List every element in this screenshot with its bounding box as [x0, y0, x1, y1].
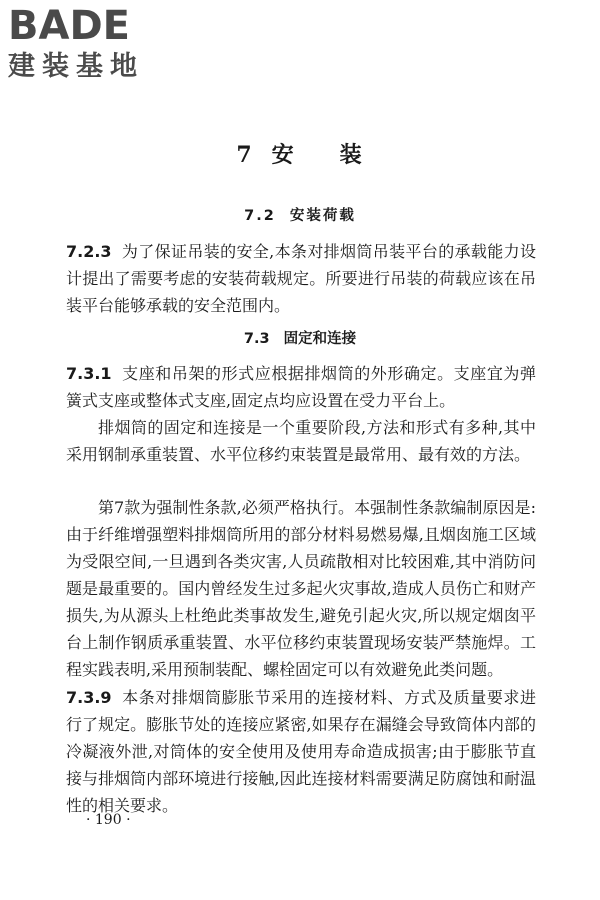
clause-number: 7.3.1 [66, 364, 112, 383]
clause-paragraph [66, 360, 536, 414]
clause-paragraph [66, 238, 536, 319]
chapter-title [0, 138, 600, 169]
body-paragraph [66, 414, 536, 468]
clause-paragraph [66, 684, 536, 819]
section-heading-7-3 [0, 327, 600, 348]
bade-logo [8, 4, 188, 84]
chapter-title-part2: 装 [339, 142, 364, 168]
logo-subtitle: 建装基地 [8, 51, 144, 82]
section-number: 7.2 [244, 208, 276, 224]
clause-number: 7.2.3 [66, 242, 112, 261]
logo-wordmark: BADE [8, 3, 130, 49]
section-title: 安装荷载 [289, 208, 356, 224]
page-number: · 190 · [86, 812, 131, 828]
section-heading-7-2 [0, 204, 600, 225]
paragraph-text: 排烟筒的固定和连接是一个重要阶段,方法和形式有多种,其中采用钢制承重装置、水平位移约束装置是最常用、最有效的方法。 [66, 418, 536, 464]
clause-text: 本条对排烟筒膨胀节采用的连接材料、方式及质量要求进行了规定。膨胀节处的连接应紧密,如果存在漏缝会导致筒体内部的冷凝液外泄,对筒体的安全使用及使用寿命造成损害;由于膨胀节直接与排烟筒内部环境进行接触,因此连接材料需要满足防腐蚀和耐温性的相关要求。 [66, 688, 536, 815]
paragraph-text: 第7款为强制性条款,必须严格执行。本强制性条款编制原因是:由于纤维增强塑料排烟筒所用的部分材料易燃易爆,且烟囱施工区域为受限空间,一旦遇到各类灾害,人员疏散相对比较困难,其中消防问题是最重要的。国内曾经发生过多起火灾事故,造成人员伤亡和财产损失,为从源头上杜绝此类事故发生,避免引起火灾,所以规定烟囱平台上制作钢质承重装置、水平位移约束装置现场安装严禁施焊。工程实践表明,采用预制装配、螺栓固定可以有效避免此类问题。 [66, 498, 536, 679]
clause-text: 为了保证吊装的安全,本条对排烟筒吊装平台的承载能力设计提出了需要考虑的安装荷载规定。所要进行吊装的荷载应该在吊装平台能够承载的安全范围内。 [66, 242, 536, 315]
clause-number: 7.3.9 [66, 688, 112, 707]
section-title: 固定和连接 [283, 331, 357, 347]
clause-text: 支座和吊架的形式应根据排烟筒的外形确定。支座宜为弹簧式支座或整体式支座,固定点均应设置在受力平台上。 [66, 364, 536, 410]
chapter-number: 7 [236, 142, 254, 168]
section-number: 7.3 [243, 331, 270, 347]
body-paragraph [66, 494, 536, 683]
chapter-title-part1: 安 [271, 142, 296, 168]
